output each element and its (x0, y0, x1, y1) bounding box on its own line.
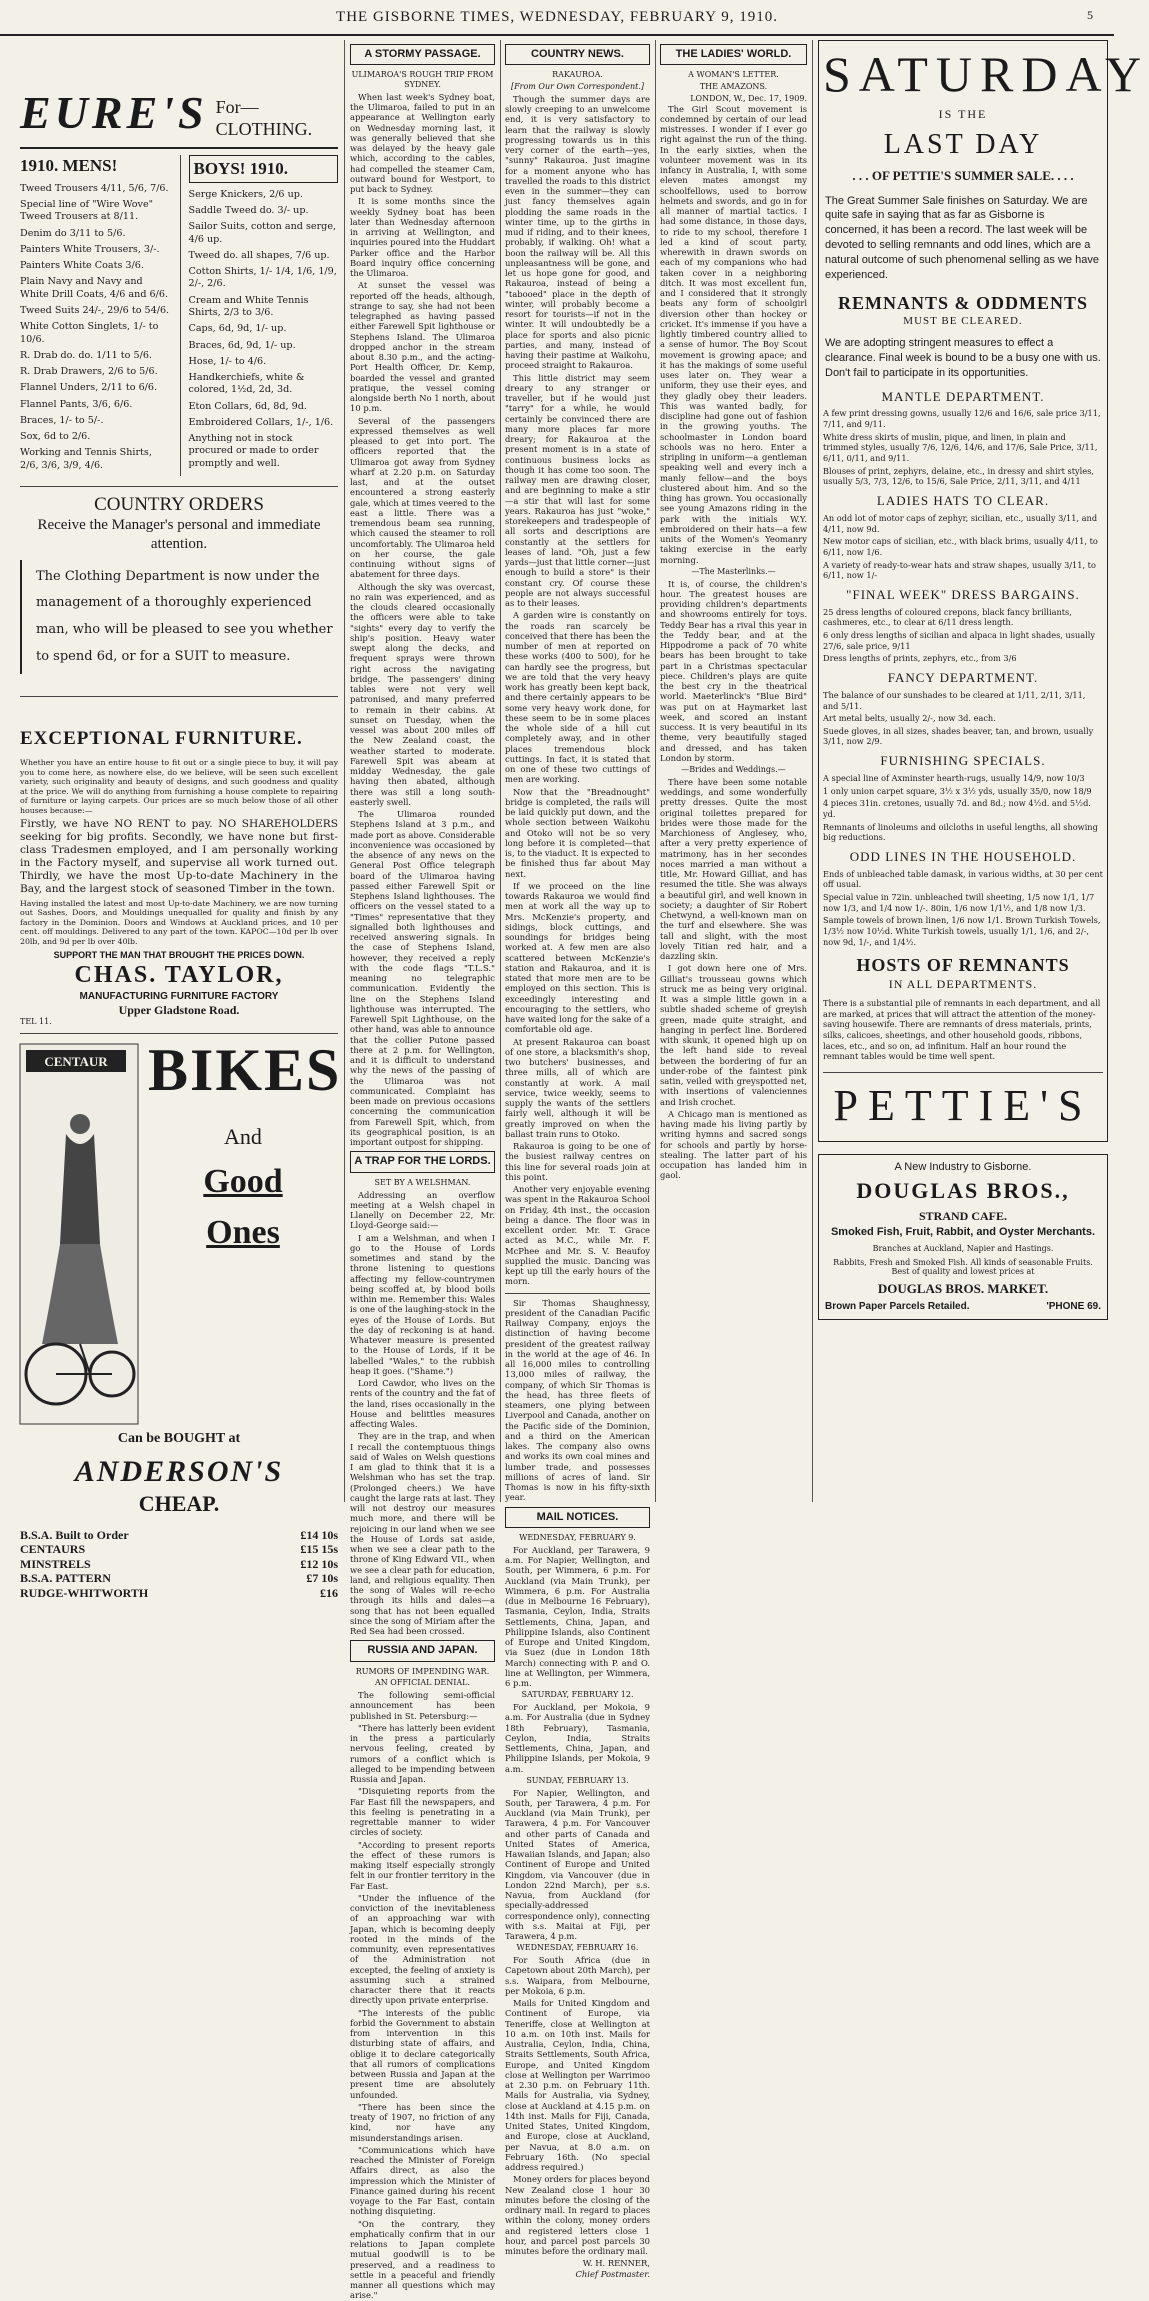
lady-cyclist-illustration (20, 1044, 138, 1424)
douglas-description: Rabbits, Fresh and Smoked Fish. All kinds of seasonable Fruits. Best of quality and lowest prices at (833, 1257, 1093, 1277)
column-rule (500, 40, 501, 1502)
mail-notice: For Napier, Wellington, and South, per Tarawera, 4 p.m. For Auckland (via Main Trunk), per Tarawera, 4 p.m. For Vancouver and other parts of Canada and United States of America, Hawaiian Islands, and Japan; also Continent of Europe and United Kingdom, via Vancouver (due in London 22nd March), per s.s. Navua, from Auckland (for specially-addressed correspondence only), connecting with s.s. Maitai at Fiji, per Tarawera, 4 p.m. (505, 1787, 650, 1942)
eures-name: EURE'S (20, 87, 208, 138)
russia-japan-heading: RUSSIA AND JAPAN. (350, 1640, 495, 1661)
article-paragraph: At sunset the vessel was reported off the heads, although, strange to say, she had not been telegraphed as having passed either Farewell Spit lighthouse or Stephens Island. The Ulimaroa dropped anchor in the stream about 8.30 p.m., and the acting-Port Health Officer, Dr. Kemp, boarded the vessel and granted pratique, the vessel coming alongside berth No 1 north, about 10 p.m. (350, 280, 495, 414)
article-paragraph: Although the sky was overcast, no rain was experienced, and as the clouds cleared occasionally the officers were able to take "sights" every day to verify the ship's position. Heavy water swept along the decks, and frequent sprays were thrown right across the navigating bridge. The passengers' dining tables were not very well patronised, and many preferred to remain in their cabins. At sunset on Tuesday, when the vessel was about 200 miles off the New Zealand coast, the weather started to moderate. Farewell Spit was abeam at midday Wednesday, the gale having then abated, although there was still a long south-easterly swell. (350, 581, 495, 807)
sale-item: A variety of ready-to-wear hats and straw shapes, usually 3/11, to 6/11, now 1/- (823, 559, 1096, 581)
eures-price-columns (20, 155, 338, 476)
mens-column (20, 155, 170, 476)
amazons-subheading: THE AMAZONS. (699, 82, 768, 92)
mens-item: Denim do 3/11 to 5/6. (20, 227, 126, 239)
column-petties-douglas (818, 40, 1149, 1502)
douglas-footer (825, 1301, 1101, 1313)
shaughnessy-paragraph: Sir Thomas Shaughnessy, president of the Canadian Pacific Railway Company, enjoys the distinction of having become president of the greatest railway in the world at the age of 46. In all 16,000 miles to controlling 13,000 miles of railway, the company, of which Sir Thomas is the head, has three fleets of steamers, one plying between Liverpool and Canada, another on the Pacific side of the Dominion, and a third on the American lakes. The company also owns and works its own coal mines and lumber trade, and possesses millions of acres of land. Sir Thomas is now in his fifty-sixth year. (505, 1297, 650, 1503)
taylor-machinery: Having installed the latest and most Up-to-date Machinery, we are now turning out Sashes, Doors, and Mouldings unequalled for quality and finish by any factory in the Dominion. Doors and Windows at Auckland prices, and 10 per cent. off mouldings. Delivered to any part of the town. KAPOC—10d per lb over 20lb, and 9d per lb over 40lb. (20, 898, 338, 946)
mens-item: Sox, 6d to 2/6. (20, 431, 91, 443)
douglas-market: DOUGLAS BROS. MARKET. (877, 1281, 1049, 1297)
centaur-badge: CENTAUR (44, 1054, 108, 1070)
article-paragraph: A garden wire is constantly on the roads ran scarcely be conceived that there has been the number of men at reported on these works (400 to 500), for he can hardly see the progress, but we are told that the very heavy work has greatly been kept back, and there certainly appears to be some very heavy work done, for these seem to be in some places the whole side of a hill cut completely away, and in other places tremendous block cuttings. In fact, it is stated that on one of these two cuttings of men are working. (505, 610, 650, 785)
price-row: RUDGE-WHITWORTH £16 (20, 1586, 338, 1601)
petties-name: PETTIE'S (823, 1072, 1103, 1133)
sale-item: Dress lengths of prints, zephyrs, etc., from 3/6 (823, 653, 1017, 664)
column-eures-taylor-bikes (20, 40, 342, 1601)
price-row: B.S.A. Built to Order £14 10s (20, 1527, 338, 1542)
mail-day-heading: SUNDAY, FEBRUARY 13. (526, 1775, 629, 1785)
boys-item: Cotton Shirts, 1/- 1/4, 1/6, 1/9, 2/-, 2/6. (188, 266, 337, 290)
mens-item: Flannel Unders, 2/11 to 6/6. (20, 382, 158, 394)
bikes-good: Good (203, 1162, 283, 1200)
mens-item: Special line of "Wire Wove" Tweed Trousers at 8/11. (20, 199, 154, 223)
boys-item: Braces, 6d, 9d, 1/- up. (188, 339, 296, 351)
price-row: MINSTRELS £12 10s (20, 1556, 338, 1571)
eures-heading (20, 85, 338, 149)
article-paragraph: It is some months since the weekly Sydney boat has been later than Wednesday afternoon in arriving at Wellington, and inquiries poured into the Huddart Parker office and the Harbor Board inquiry office concerning the Ulimaroa. (350, 196, 495, 279)
article-paragraph: At present Rakauroa can boast of one store, a blacksmith's shop, two butchers' businesses, and three mills, all of which are constantly at work. A mail service, twice weekly, seems to supply the wants of the settlers fairly well, although it will be greatly improved on when the ballast train runs to Otoko. (505, 1036, 650, 1139)
section-divider: —The Masterlinks.— (691, 566, 776, 576)
brown-paper-parcels: Brown Paper Parcels Retailed. (825, 1300, 970, 1312)
mens-item: R. Drab do. do. 1/11 to 5/6. (20, 349, 152, 361)
sale-item: White dress skirts of muslin, pique, and linen, in plain and trimmed styles, usually 7/6, 12/6, 14/6, and 17/6, Sale Price, 3/11, 6/11, 0/11, and 9/11. (823, 431, 1098, 464)
article-paragraph: Several of the passengers expressed themselves as well pleased to get into port. The officers reported that the Ulimaroa got away from Sydney wharf at 2.20 p.m. on Saturday last, and at the outset encountered a strong easterly gale, which at times veered to the east a little. There was a tremendous beam sea running, which caused the steamer to roll uncomfortably. The Ulimaroa held on her course, the gale continuing without signs of abatement for three days. (350, 415, 495, 580)
article-paragraph: Now that the "Breadnought" bridge is completed, the rails will be laid quickly put down, and the whole section between Waikohu and Otoko will not be so very long before it is completed—that is, to the viaduct. It is expected to be finished thus far about May next. (505, 786, 650, 879)
bikes-bought-at: Can be BOUGHT at (117, 1431, 241, 1447)
taylor-intro: Whether you have an entire house to fit out or a single piece to buy, it will pay you to come here, as nowhere else, do we believe, will be seen such excellent variety, such originality and beauty of designs, and such goodness and quality at the price. We will do anything from furnishing a house complete to repairing of furniture or laying carpets. Our prices are so much below those of all other houses because:— (20, 758, 338, 815)
stormy-passage-heading: A STORMY PASSAGE. (350, 44, 495, 65)
column-country-news (505, 40, 650, 2279)
petties-advert (818, 40, 1149, 1142)
column-rule (344, 40, 345, 1502)
saturday-headline: SATURDAY (823, 46, 1149, 102)
article-paragraph: "According to present reports the effect of these rumors is making itself especially strongly felt in our frontier territory in the Far East. (350, 1839, 495, 1891)
sale-item: 6 only dress lengths of sicilian and alpaca in light shades, usually 27/6, sale price, 9/11 (823, 630, 1095, 651)
article-paragraph: Though the summer days are slowly creeping to an unwelcome end, it is very satisfactory to learn that the railway is slowly progressing towards us in this very corner of the earth—yes, "sunny" Rakauroa. Just imagine for a moment anyone who has travelled the roads to this district even in the summer—they can just fancy themselves again plodding the same roads in the winter time, up to the girths in mud if riding, and to their knees, probably, if walking. Oh! what a boon the railway will be. All this unpleasantness will be gone, and let us hope gone for good, and Rakauroa, instead of being a "tabooed" place in the depth of winter, will probably become a resort for tourists—if not in the winter. It will undoubtedly be a place for sports and also picnic parties, and many, instead of having their pastime at Waikohu, proceed straight to Rakauroa. (505, 93, 650, 371)
boys-item: Anything not in stock procured or made to order promptly and well. (188, 433, 319, 469)
anderson-bikes-advert (20, 1033, 342, 1454)
boys-item: Handkerchiefs, white & colored, 1½d, 2d, 3d. (188, 372, 305, 396)
article-paragraph: I got down here one of Mrs. Gilliat's trousseau gowns which struck me as being very original. It was a simple little gown in a subtle shaded scheme of greyish green, made quite straight, and hanging in perfect line. Bordered with skunk, it opened high up on the left hand side to reveal between the bordering of fur an under-robe of the faintest pink satin, veiled with greyspotted net, with insertions of valenciennes and Irish crochet. (660, 963, 807, 1107)
taylor-factory: MANUFACTURING FURNITURE FACTORY (79, 990, 279, 1002)
bikes-title: BIKES (148, 1037, 342, 1104)
mail-notice: For Auckland, per Tarawera, 9 a.m. For Napier, Wellington, and South, per Wimmera, 6 p.m. For Auckland (via Main Trunk), per Wimmera, 6 p.m. For Australia (due in Melbourne 16 February), Tasmania, Ceylon, India, Straits Settlements, China, Japan, and Philippine Islands, also Continent of Europe and United Kingdom, via Suez (due in London 18th March) connecting with P. and O. line at Wellington, per Wimmera, 6 p.m. (505, 1544, 650, 1689)
mens-item: R. Drab Drawers, 2/6 to 5/6. (20, 366, 158, 378)
sale-item: New motor caps of sicilian, etc., with black brims, usually 4/11, to 6/11, now 1/6. (823, 536, 1098, 557)
boys-item: Embroidered Collars, 1/-, 1/6. (188, 416, 334, 428)
douglas-intro: A New Industry to Gisborne. (894, 1160, 1032, 1173)
fancy-department-heading: FANCY DEPARTMENT. (887, 669, 1039, 685)
boys-item: Serge Knickers, 2/6 up. (188, 188, 303, 200)
mens-item: White Cotton Singlets, 1/- to 10/6. (20, 321, 159, 345)
sale-item: Art metal belts, usually 2/-, now 3d. each. (823, 713, 996, 724)
mens-item: Braces, 1/- to 5/-. (20, 414, 104, 426)
douglas-phone: 'PHONE 69. (1046, 1300, 1101, 1312)
boys-item: Cream and White Tennis Shirts, 2/3 to 3/6. (188, 294, 309, 318)
mantle-department-heading: MANTLE DEPARTMENT. (881, 388, 1045, 404)
boys-item: Sailor Suits, cotton and serge, 4/6 up. (188, 221, 337, 245)
boys-heading: BOYS! 1910. (189, 155, 339, 183)
article-paragraph: "There has been since the treaty of 1907, no friction of any kind, nor have any misunderstandings arisen. (350, 2101, 495, 2143)
sale-intro: The Great Summer Sale finishes on Saturday. We are quite safe in saying that as far as Gisborne is concerned, it has been a record. The last week will be devoted to selling remnants and odd lines, which are a natural outcome of such phenomenal selling as we have experienced. (825, 194, 1099, 281)
douglas-cafe: STRAND CAFE. (918, 1208, 1007, 1223)
country-orders-title: COUNTRY ORDERS (20, 486, 338, 516)
article-paragraph: Another very enjoyable evening was spent in the Rakauroa School on Friday, 4th inst., the occasion being a dance. The floor was in excellent order. Mr. T. Grace acted as M.C., while Mr. F. McPhee and Mr. S. V. Beaufoy supplied the music. Dancing was kept up till the early hours of the morn. (505, 1184, 650, 1287)
taylor-address: Upper Gladstone Road. (118, 1002, 240, 1017)
mens-item: Painters White Coats 3/6. (20, 260, 144, 272)
article-paragraph: When last week's Sydney boat, the Ulimaroa, failed to put in an appearance at Wellington early on Wednesday morning last, it was generally believed that she was delayed by the heavy gale which, according to the cables, had compelled the steamer Cam, outward bound for Westport, to put back to Sydney. (350, 91, 495, 195)
bikes-ones: Ones (206, 1214, 280, 1252)
article-paragraph: The Girl Scout movement is condemned by certain of our lead mistresses. I wonder if I ever go right against the run of the thing. In the early sixties, when the volunteer movement was in its infancy in Australia, I, with some eleven mates amongst my schoolfellows, used to borrow helmets and swords, and go in for all manner of martial tactics. I had some distance, in those days, to ride to my school, therefore I led a kind of scout party, wherewith in drawn swords on each of my companions who had taken cover in a neighboring ditch. It was most excellent fun, and I considered that it strongly beats any form of schoolgirl diversion other than hockey or cricket. It's immense if you have a lightly timbered country allied to a sense of humor. The Boy Scout movement is growing apace; and it has the makings of some useful uses later on. They wear a uniform, they use their eyes, and they gladly obey their leaders. This was wanted badly, for discipline had gone out of fashion in the growing youths. The schoolmaster in London board schools was no hero. Enter a stripling in uniform—a gentleman speaking well and every inch a manly fellow—and the boys clustered about him. And so the thing has grown. You occasionally see young Amazons riding in the park with the initials W.Y. embroidered on their hats—a few units of the Women's Yeomanry taking exercise in the early morning. (660, 103, 807, 565)
section-divider: —Brides and Weddings.— (681, 765, 786, 775)
article-paragraph: "On the contrary, they emphatically confirm that in our relations to Japan complete mutual goodwill is to be preserved, and a readiness to settle in a peaceful and friendly manner all questions which may arise." (350, 2218, 495, 2301)
russia-japan-subheading: AN OFFICIAL DENIAL. (374, 1678, 471, 1688)
price-row: B.S.A. PATTERN £7 10s (20, 1571, 338, 1586)
article-paragraph: "Under the influence of the conviction of the inevitableness of an approaching war with Japan, which is becoming deeply rooted in the minds of the community, even representatives of the Administration not excepted, the feeling of anxiety is assuming such a strained character there that it reacts directly upon private enterprise. (350, 1892, 495, 2006)
must-be-cleared: MUST BE CLEARED. (903, 314, 1023, 327)
taylor-telephone: TEL 11. (20, 1017, 52, 1027)
mens-item: Plain Navy and Navy and White Drill Coats, 4/6 and 6/6. (20, 276, 169, 300)
sale-item: A special line of Axminster hearth-rugs, usually 14/9, now 10/3 (823, 772, 1085, 783)
price-row: CENTAURS £15 15s (20, 1542, 338, 1557)
article-paragraph: "Disquieting reports from the Far East fill the newspapers, and this feeling is penetrating in a regrettable manner to wider circles of society. (350, 1786, 495, 1838)
bikes-and: And (224, 1124, 262, 1150)
bike-price-list (20, 1528, 338, 1601)
article-paragraph: Lord Cawdor, who lives on the rents of the country and the fat of the land, rises occasionally in the House and belittles measures affecting Wales. (350, 1378, 495, 1430)
mens-item: Working and Tennis Shirts, 2/6, 3/6, 3/9, 4/6. (20, 447, 152, 471)
article-paragraph: "The interests of the public forbid the Government to abstain from intervention in this disturbing state of affairs, and oblige it to declare categorically that all rumors of complications between Russia and Japan at the present time are absolutely unfounded. (350, 2007, 495, 2100)
ladies-hats-heading: LADIES HATS TO CLEAR. (876, 493, 1050, 509)
sale-item: 25 dress lengths of coloured crepons, black fancy brilliants, cashmeres, etc., to clear at 6/11 dress length. (823, 606, 1072, 628)
remnants-text: We are adopting stringent measures to effect a clearance. Final week is bound to be a busy one with us. Don't fail to participate in its opportunities. (825, 337, 1101, 379)
russia-japan-subheading: RUMORS OF IMPENDING WAR. (355, 1666, 490, 1676)
trap-for-lords-subheading: SET BY A WELSHMAN. (374, 1177, 471, 1187)
rakauroa-subheading: RAKAUROA. (552, 70, 603, 80)
article-paragraph: I am a Welshman, and when I go to the House of Lords sometimes and stand by the throne listening to questions affecting my fellow-countrymen being scoffed at, by blood boils within me. Remember this: Wales is one of the laughing-stock in the eyes of the House of Lords. But the day of reckoning is at hand. Whatever measure is presented to the House of Lords, if it be labelled "Wales," to the rubbish heap it goes. ("Shame.") (350, 1232, 495, 1376)
sale-item: An odd lot of motor caps of zephyr, sicilian, etc., usually 3/11, and 4/11, now 9d. (823, 512, 1098, 534)
boys-item: Hose, 1/- to 4/6. (188, 355, 267, 367)
article-paragraph: A Chicago man is mentioned as having made his living partly by writing hymns and sacred songs for schools and partly by horse-stealing. The latter part of his occupation has landed him in gaol. (660, 1108, 807, 1181)
hosts-of-remnants-heading: HOSTS OF REMNANTS (856, 955, 1070, 976)
clothing-department-notice: The Clothing Department is now under the management of a thoroughly experienced man, who will be pleased to see you whether to spend 6d, or for a SUIT to measure. (20, 560, 338, 675)
mail-notice: For South Africa (due in Capetown about 20th March), per s.s. Waipara, from Melbourne, per Mokoia, 6 p.m. (505, 1955, 650, 1996)
article-paragraph: If we proceed on the line towards Rakauroa we would find men at work all the way up to Mrs. McKenzie's property, and sidings, block cuttings, and soundings for bridges being worked at. A few men are also scattered between McKenzie's station and Rakauroa, and it is stated that more men are to be employed on this section. This is exceedingly interesting and encouraging to the settlers, who have waited long for the sake of a comfortable old age. (505, 880, 650, 1035)
postmaster-title: Chief Postmaster. (575, 2268, 650, 2279)
douglas-line: Smoked Fish, Fruit, Rabbit, and Oyster Merchants. (830, 1226, 1096, 1239)
sale-item: A few print dressing gowns, usually 12/6 and 16/6, sale price 3/11, 7/11, and 9/11. (823, 408, 1101, 430)
article-paragraph: It is, of course, the children's hour. The greatest houses are providing children's departments and showrooms entirely for toys. Teddy Bear has a rival this year in the Teddy bear, and at the Hippodrome a pack of 70 white bears has been brought to take part in a Christmas spectacular piece. Children's plays are quite the best cry in the theatrical world. Maeterlinck's "Blue Bird" was put on at Haymarket last week, and scored an instant success. It is very beautiful in its theme, very beautifully staged and dressed, and has taken London by storm. (660, 578, 807, 763)
odd-lines-heading: ODD LINES IN THE HOUSEHOLD. (849, 848, 1077, 864)
mail-day-heading: SATURDAY, FEBRUARY 12. (521, 1690, 634, 1700)
taylor-name: CHAS. TAYLOR, (74, 962, 284, 989)
mail-notices-heading: MAIL NOTICES. (505, 1507, 650, 1528)
mens-heading: 1910. MENS! (20, 156, 118, 176)
womans-letter-subheading: A WOMAN'S LETTER. (688, 70, 779, 80)
article-paragraph: The following semi-official announcement has been published in St. Petersburg:— (350, 1690, 495, 1721)
sale-item: Special value in 72in. unbleached twill sheeting, 1/5 now 1/1, 1/7 now 1/3, and 1/4 now 1/-. 80in, 1/6 now 1/1½, and 1/8 now 1/3. (823, 892, 1095, 913)
douglas-bros-advert (818, 1154, 1108, 1321)
postmaster-name: W. H. RENNER, (582, 2258, 650, 2269)
mens-item: Tweed Trousers 4/11, 5/6, 7/6. (20, 182, 169, 194)
masthead (0, 0, 1114, 36)
taylor-title: EXCEPTIONAL FURNITURE. (20, 728, 303, 750)
dateline: LONDON, W., Dec. 17, 1909. (690, 93, 807, 103)
sale-item: The balance of our sunshades to be cleared at 1/11, 2/11, 3/11, and 5/11. (823, 689, 1086, 711)
article-paragraph: There have been some notable weddings, and some wonderfully pretty dresses. Quite the most original toilettes prepared for brides were those made for the Marchioness of Anglesey, who, after a very pretty experience of matrimony, has in her secondes noces married a man without a title, Mr. Howard Gilliat, and has resumed the title. She was always a beautiful girl, and well known in society; a daughter of Sir Robert Chetwynd, a well-known man on the turf and elsewhere. She was tall and slight, with the most lovely Titian red hair, and a dazzling skin. (660, 776, 807, 962)
boys-item: Caps, 6d, 9d, 1/- up. (188, 323, 287, 335)
sale-item: Suede gloves, in all sizes, shades beaver, tan, and brown, usually 3/11, now 2/9. (823, 725, 1094, 747)
column-rule (812, 40, 813, 1502)
article-paragraph: The Ulimaroa rounded Stephens Island at 3 p.m., and made port as above. Considerable inconvenience was occasioned by the absence of any news on the General Post Office telegraph board of the Ulimaroa having passed either Farewell Spit or Stephens Island lighthouses. The officers on the vessel stated to a "Times" representative that they signalled both lighthouses and received answering signals. In the case of Stephens Island, however, they received a reply with the code flags "T.L.S." meaning no telegraphic communication. Evidently the line on the Stephens Island lighthouse was interrupted. The Farewell Spit Lighthouse, on the other hand, was able to announce that the collier Putone passed there at 2 p.m. for Wellington, and it is difficult to understand why the news of the passing of the Ulimaroa was not communicated. Complaint has been made on previous occasions concerning the communication from Farewell Spit, which, from its geographical position, is an important outpost for shipping. (350, 809, 495, 1148)
article-paragraph: Addressing an overflow meeting at a Welsh chapel in Llanelly on December 22, Mr. Lloyd-George said:— (350, 1189, 495, 1231)
anderson-name: ANDERSON'S (74, 1455, 284, 1489)
is-the: IS THE (938, 107, 988, 121)
country-news-heading: COUNTRY NEWS. (505, 44, 650, 65)
column-rule (655, 40, 656, 1502)
anderson-cheap: CHEAP. (138, 1490, 220, 1516)
boys-item: Tweed do. all shapes, 7/6 up. (188, 249, 330, 261)
article-paragraph: They are in the trap, and when I recall the contemptuous things said of Wales on Welsh questions I am glad to think that it is a Welshman who has set the trap. (Prolonged cheers.) We have caught the large rats at last. They will not destroy our measures much more, and there will be rejoicing in our land when we see the House of Lords sat aside, when we see a clear path to the throne of King Edward VII., when we see a clear path for education, land, and religious equality. Then the song of Wales will re-echo through its hills and dales—a song that has not been equalled since the song of Miriam after the Red Sea had been crossed. (350, 1431, 495, 1637)
in-all-departments: IN ALL DEPARTMENTS. (888, 977, 1038, 992)
sale-item: Remnants of linoleums and oilcloths in useful lengths, all showing big reductions. (823, 821, 1098, 843)
summer-sale-line: . . . OF PETTIE'S SUMMER SALE. . . . (852, 167, 1074, 183)
final-week-heading: "FINAL WEEK" DRESS BARGAINS. (846, 586, 1080, 602)
masthead-title: THE GISBORNE TIMES, WEDNESDAY, FEBRUARY 9, 1910. (336, 8, 778, 25)
mail-notice: For Auckland, per Mokoia, 9 a.m. For Australia (due in Sydney 18th February), Tasmania, Ceylon, India, Straits Settlements, China, Japan, and Philippine Islands, per Mokoia, 9 a.m. (505, 1702, 650, 1774)
eures-for-clothing: For—CLOTHING. (215, 97, 313, 140)
remnants-description: There is a substantial pile of remnants in each department, and all are marked, at prices that will attract the attention of the money-saving housewife. There are remnants of dress materials, prints, silks, calicoes, sheetings, and other household goods, ribbons, laces, etc., and so on, ad infinitum. Half an hour round the remnant tables would be time well spent. (823, 997, 1101, 1062)
stormy-passage-subheading: ULIMAROA'S ROUGH TRIP FROM SYDNEY. (351, 70, 494, 90)
sale-item: Blouses of print, zephyrs, delaine, etc., in dressy and shirt styles, usually 5/3, 7/3, 12/6, to 15/6, Sale Price, 2/11, 3/11, and 4/11 (823, 465, 1094, 487)
country-orders-subtitle: Receive the Manager's personal and immediate attention. (37, 517, 321, 552)
column-ladies-world (660, 40, 807, 1502)
taylor-advert (20, 696, 338, 1027)
remnants-heading: REMNANTS & ODDMENTS (837, 292, 1088, 313)
column-news-stormy-passage (350, 40, 495, 2301)
mail-day-heading: WEDNESDAY, FEBRUARY 9. (519, 1533, 636, 1543)
taylor-reasons: Firstly, we have NO RENT to pay. NO SHAREHOLDERS seeking for big profits. Secondly, we have none but first-class Tradesmen employed, and I am personally working in the Factory myself, and supervise all work turned out. Thirdly, we have the most Up-to-date Machinery in the Bay, and the largest stock of seasoned Timber in the town. (20, 818, 338, 895)
article-paragraph: "Communications which have reached the Minister of Foreign Affairs direct, as also the impression which the Minister of Finance gained during his recent voyage to the Far East, contain nothing disquieting. (350, 2144, 495, 2217)
douglas-name: DOUGLAS BROS., (856, 1177, 1070, 1203)
article-paragraph: "There has latterly been evident in the press a particularly nervous feeling, created by rumors of a conflict which is alleged to be impending between Russia and Japan. (350, 1722, 495, 1785)
trap-for-lords-heading: A TRAP FOR THE LORDS. (350, 1151, 495, 1172)
sale-item: 4 pieces 31in. cretones, usually 7d. and 8d.; now 4½d. and 5½d. yd. (823, 798, 1091, 819)
sale-item: Ends of unbleached table damask, in various widths, at 30 per cent off usual. (823, 868, 1103, 890)
money-order-notice: Money orders for places beyond New Zealand close 1 hour 30 minutes before the closing of the ordinary mail. In regard to places within the colony, money orders and registered letters close 1 hour, and parcel post parcels 30 minutes before the ordinary mail. (505, 2174, 650, 2257)
douglas-branches: Branches at Auckland, Napier and Hastings. (872, 1243, 1054, 1253)
last-day: LAST DAY (883, 128, 1043, 160)
mens-item: Tweed Suits 24/-, 29/6 to 54/6. (20, 304, 170, 316)
mail-day-heading: WEDNESDAY, FEBRUARY 16. (516, 1943, 639, 1953)
sale-item: 1 only union carpet square, 3½ x 3½ yds, usually 35/0, now 18/9 (823, 785, 1092, 796)
mens-item: Painters White Trousers, 3/-. (20, 243, 160, 255)
page-number: 5 (1087, 8, 1094, 22)
mail-notice: Mails for United Kingdom and Continent of Europe, via Teneriffe, close at Wellington at 10 a.m. on 10th inst. Mails for Australia, Ceylon, India, China, Straits Settlements, South Africa, Europe, and United Kingdom close at Wellington per Warrimoo at 2.30 p.m. on February 11th. Mails for Australia, via Sydney, close at Auckland at 4.15 p.m. on 14th inst. Mails for Fiji, Canada, United States, United Kingdom, and Europe, close at Auckland, per Navua, at 8.0 a.m. on February 16th. (No special address required.) (505, 1998, 650, 2173)
boys-column (180, 155, 339, 476)
boys-item: Saddle Tweed do. 3/- up. (188, 205, 309, 217)
boys-item: Eton Collars, 6d, 8d, 9d. (188, 400, 307, 412)
taylor-slogan: SUPPORT THE MAN THAT BROUGHT THE PRICES DOWN. (53, 950, 305, 961)
ladies-world-heading: THE LADIES' WORLD. (660, 44, 807, 65)
article-paragraph: This little district may seem dreary to any stranger or traveller, but if he would just "tarry" for a while, he would certainly be convinced there are many more places far more dreary; for Rakauroa at the present moment is in a state of continuous business locks as though it has come too soon. The railway men are drawing closer, and are beginning to make a stir—a stir that will last for some years. Rakauroa has just "woke," storekeepers and tradespeople of all sorts and descriptions are constantly at the settlers for leases of land. "Oh, just a few yards—just that little corner—just enough to build a store" is their constant cry. Of course these people are not always successful as to their leases. (505, 372, 650, 609)
furnishing-specials-heading: FURNISHING SPECIALS. (880, 753, 1046, 769)
correspondent-note: [From Our Own Correspondent.] (510, 82, 645, 92)
sale-item: Sample towels of brown linen, 1/6 now 1/1. Brown Turkish Towels, 1/3½ now 10½d. White Turkish towels, usually 1/1, 1/6, and 2/-, now 9d, 1/-, and 1/4½. (823, 915, 1101, 947)
article-paragraph: Rakauroa is going to be one of the busiest railway centres on this line for several roads join at this point. (505, 1141, 650, 1182)
mens-item: Flannel Pants, 3/6, 6/6. (20, 398, 133, 410)
